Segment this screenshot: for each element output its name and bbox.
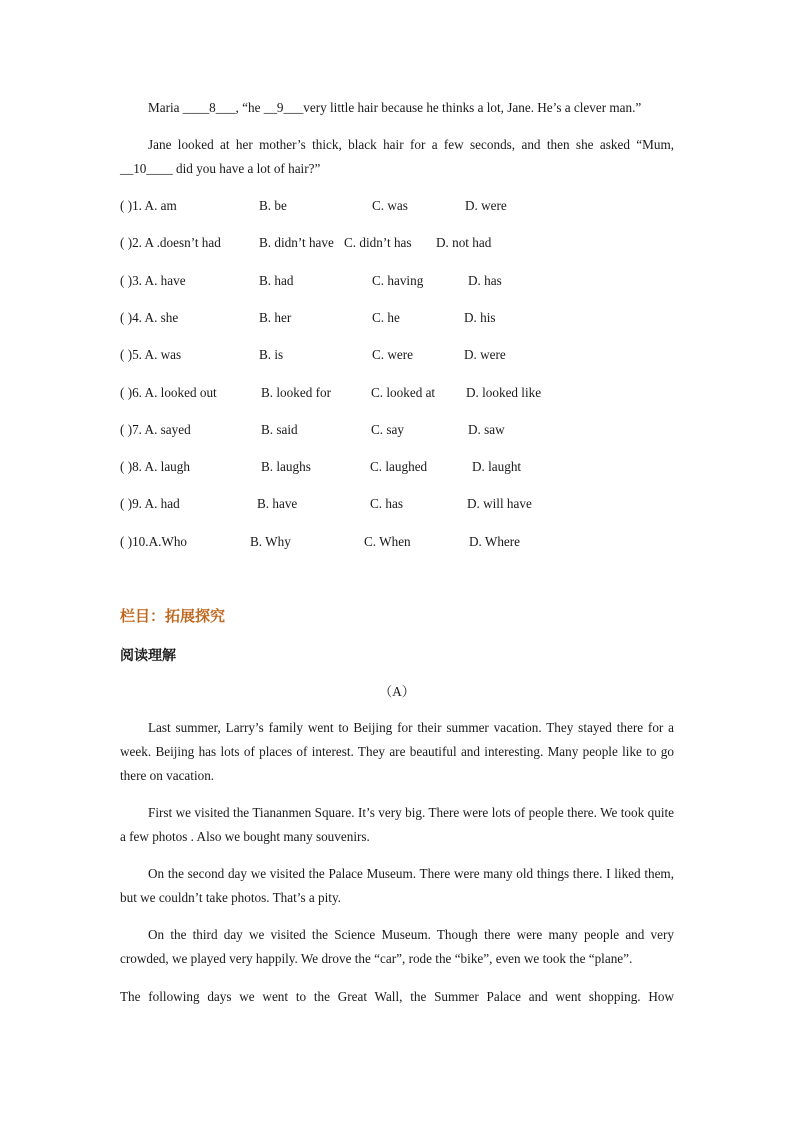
question-row [120, 494, 674, 514]
option-d: D. were [465, 198, 507, 213]
question-stem: ( )6. A. looked out [120, 385, 217, 400]
option-d: D. saw [468, 422, 505, 437]
option-d: D. will have [467, 496, 532, 511]
section-subtitle: 阅读理解 [120, 648, 176, 664]
option-b: B. looked for [261, 385, 331, 400]
option-c: C. say [371, 422, 404, 437]
option-b: B. didn’t have [259, 235, 334, 250]
option-c: C. was [372, 198, 408, 213]
question-row [120, 383, 674, 403]
option-b: B. had [259, 273, 294, 288]
question-stem: ( )5. A. was [120, 347, 182, 362]
option-c: C. looked at [371, 385, 436, 400]
question-row [120, 532, 674, 552]
option-b: B. is [259, 347, 284, 362]
option-c: C. has [370, 496, 403, 511]
question-row [120, 457, 674, 477]
option-c: C. laughed [370, 459, 428, 474]
option-c: C. he [372, 310, 400, 325]
question-row [120, 196, 674, 216]
passage-paragraph-4: On the third day we visited the Science Museum. Though there were many people and very crowded, we played very happily. We drove the “car”, rode the “bike”, even we took the “plane”. [120, 927, 674, 966]
question-stem: ( )4. A. she [120, 310, 179, 325]
question-stem: ( )9. A. had [120, 496, 180, 511]
cloze-line-1: Maria ____8___, “he __9___very little hair because he thinks a lot, Jane. He’s a clever man.” [148, 100, 642, 115]
option-d: D. Where [469, 534, 521, 549]
option-c: C. When [364, 534, 411, 549]
question-stem: ( )1. A. am [120, 198, 177, 213]
option-d: D. were [464, 347, 506, 362]
question-stem: ( )3. A. have [120, 273, 186, 288]
option-b: B. her [259, 310, 292, 325]
option-b: B. be [259, 198, 287, 213]
question-stem: ( )8. A. laugh [120, 459, 190, 474]
option-c: C. were [372, 347, 414, 362]
option-d: D. laught [472, 459, 522, 474]
option-b: B. laughs [261, 459, 311, 474]
option-d: D. his [464, 310, 496, 325]
option-d: D. not had [436, 235, 492, 250]
question-stem: ( )10.A.Who [120, 534, 188, 549]
passage-paragraph-1: Last summer, Larry’s family went to Beijing for their summer vacation. They stayed there for a week. Beijing has lots of places of interest. They are beautiful and interesting. Many people like to go there on vacation. [120, 720, 674, 783]
question-row [120, 233, 674, 253]
option-c: C. didn’t has [344, 235, 412, 250]
option-d: D. looked like [466, 385, 542, 400]
option-b: B. said [261, 422, 298, 437]
question-row [120, 345, 674, 365]
option-d: D. has [468, 273, 502, 288]
section-title: 栏目：拓展探究 [120, 607, 226, 625]
question-stem: ( )2. A .doesn’t had [120, 235, 221, 250]
option-b: B. Why [250, 534, 291, 549]
question-row [120, 308, 674, 328]
passage-paragraph-3: On the second day we visited the Palace Museum. There were many old things there. I liked them, but we couldn’t take photos. That’s a pity. [120, 866, 674, 905]
passage-label: （A） [379, 684, 415, 699]
passage-paragraph-2: First we visited the Tiananmen Square. It’s very big. There were lots of people there. We took quite a few photos . Also we bought many souvenirs. [120, 805, 674, 844]
question-row [120, 271, 674, 291]
question-row [120, 420, 674, 440]
cloze-line-2: Jane looked at her mother’s thick, black hair for a few seconds, and then she asked “Mum, __10____ did you have a lot of hair?” [120, 137, 674, 176]
option-b: B. have [257, 496, 298, 511]
passage-paragraph-5: The following days we went to the Great Wall, the Summer Palace and went shopping. How [120, 989, 674, 1004]
option-c: C. having [372, 273, 424, 288]
question-stem: ( )7. A. sayed [120, 422, 191, 437]
